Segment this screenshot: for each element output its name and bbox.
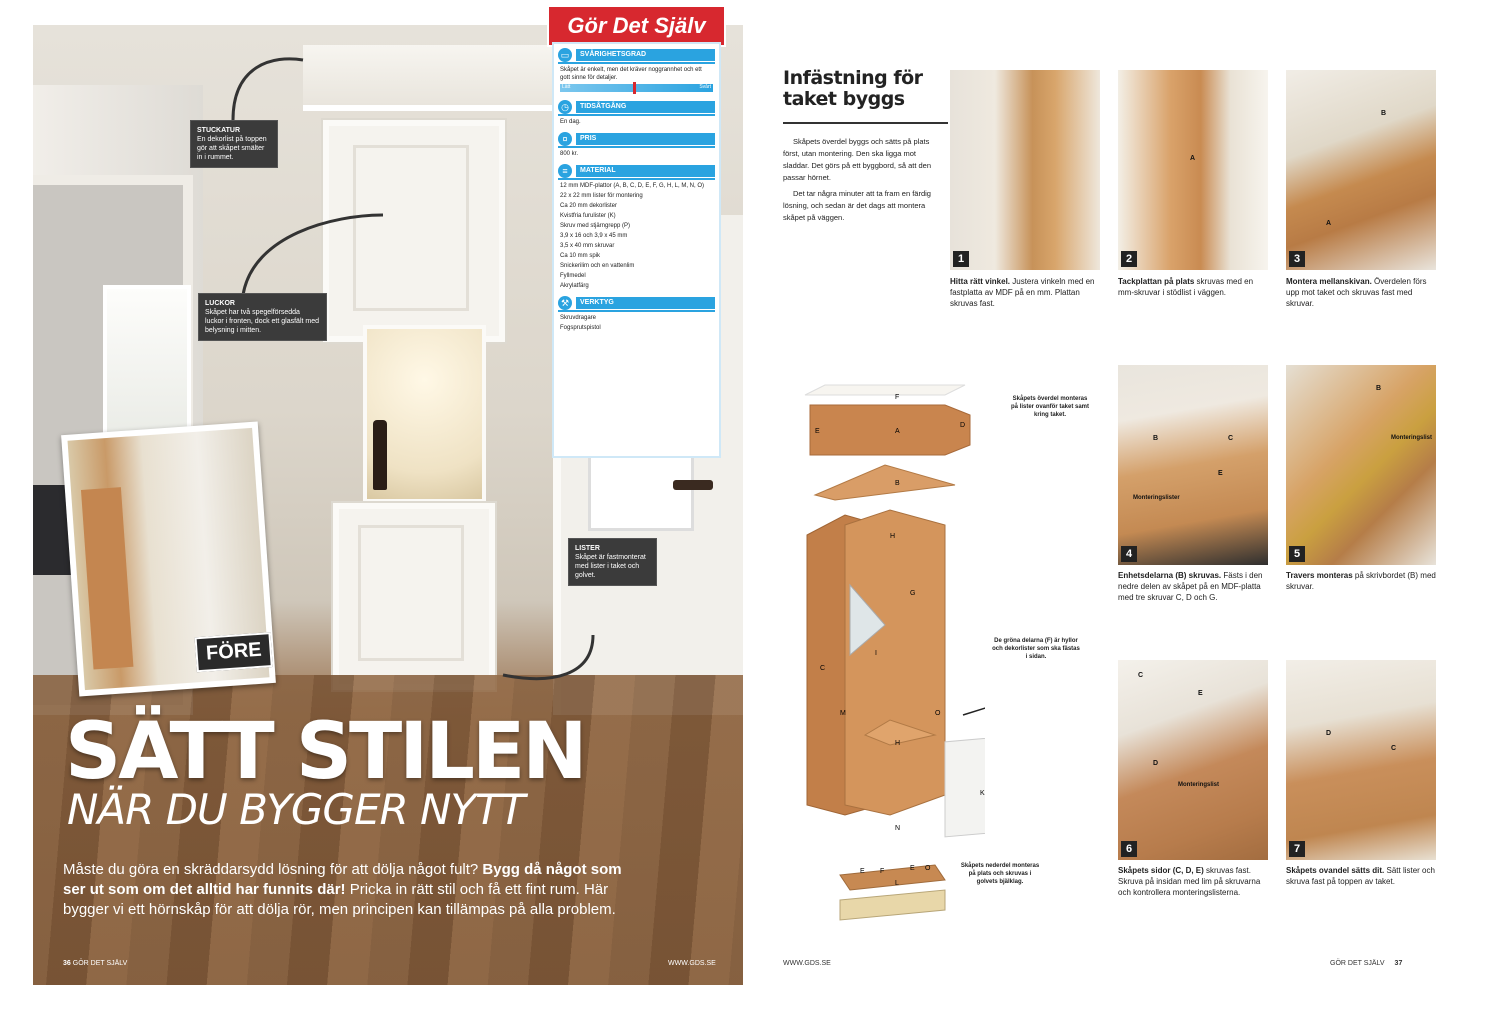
body-paragraph: Det tar några minuter att ta fram en färdig lösning, och sedan är det dags att montera skåpet på väggen. xyxy=(783,189,931,222)
arrow xyxy=(243,215,383,295)
info-title: VERKTYG xyxy=(576,297,715,309)
exploded-diagram xyxy=(795,375,985,930)
intro-bold: Bygg då något som ser ut som om det alltid har funnits där! xyxy=(63,861,622,898)
base-plinth xyxy=(840,890,945,920)
step-number: 5 xyxy=(1289,546,1305,562)
material-item: 22 x 22 mm lister för montering xyxy=(560,193,643,199)
callout-text: Skåpet har två spegelförsedda luckor i fronten, dock ett glasfält med belysning i mitten. xyxy=(205,309,319,334)
photo-label: Monteringslist xyxy=(1178,782,1220,788)
part-label: B xyxy=(1153,435,1159,442)
intro-rest: Pricka in rätt stil och få ett fint rum. Här bygger vi ett hörnskåp för att dölja rör, men principen kan tillämpas på alla problem. xyxy=(63,881,616,918)
part-label: D xyxy=(960,422,966,429)
callout-title: LUCKOR xyxy=(205,300,235,307)
info-section-head xyxy=(558,100,715,116)
body-paragraph: Skåpets överdel byggs och sätts på plats först, utan montering. Den ska ligga mot sladdar. Det görs på ett byggbord, så att den passar hörnet. xyxy=(783,137,932,182)
title-rule xyxy=(783,122,948,124)
part-label: H xyxy=(890,533,896,540)
part-label: B xyxy=(1381,110,1387,117)
material-item: Snickerilim och en vattenlim xyxy=(560,263,635,269)
part-label: N xyxy=(895,825,901,832)
magazine-name: GÖR DET SJÄLV xyxy=(1330,960,1385,967)
info-section-head xyxy=(558,296,715,312)
page-number: 37 xyxy=(1394,960,1403,967)
part-label: B xyxy=(895,480,900,487)
tool-item: Skruvdragare xyxy=(560,315,597,321)
info-text: 800 kr. xyxy=(560,151,579,157)
info-text: En dag. xyxy=(560,119,581,125)
step-bold: Montera mellanskivan. xyxy=(1286,277,1372,286)
step-photo-3 xyxy=(1286,70,1436,270)
part-label: E xyxy=(860,868,865,875)
step-photo-2 xyxy=(1118,70,1268,270)
part-label: O xyxy=(925,865,931,872)
difficulty-bar xyxy=(560,84,713,92)
step-bold: Skåpets ovandel sätts dit. xyxy=(1286,866,1385,875)
brand-tab: Gör Det Själv xyxy=(547,5,726,47)
step-photo-7 xyxy=(1286,660,1436,860)
info-section-head xyxy=(558,48,715,64)
material-item: Skruv med stjärngrepp (P) xyxy=(560,223,631,229)
part-label: E xyxy=(1218,470,1223,477)
material-item: 12 mm MDF-plattor (A, B, C, D, E, F, G, H, L, M, N, O) xyxy=(560,183,705,189)
photo-label: Monteringslist xyxy=(1391,435,1433,441)
ruler-icon: ▭ xyxy=(558,48,572,62)
callout-luckor xyxy=(198,293,327,341)
material-item: Akrylatfärg xyxy=(560,283,589,289)
material-item: 3,5 x 40 mm skruvar xyxy=(560,243,615,249)
part-label: G xyxy=(910,590,916,597)
callout-title: STUCKATUR xyxy=(197,127,241,134)
callout-title: LISTER xyxy=(575,545,600,552)
subheadline: NÄR DU BYGGER NYTT xyxy=(67,785,525,834)
info-title: TIDSÅTGÅNG xyxy=(576,101,715,113)
step-number: 3 xyxy=(1289,251,1305,267)
step-number: 2 xyxy=(1121,251,1137,267)
part-label: L xyxy=(895,880,899,887)
step-photo-6 xyxy=(1118,660,1268,860)
step-caption-3 xyxy=(1286,276,1436,309)
part-label: C xyxy=(1391,745,1397,752)
part-label: E xyxy=(815,428,820,435)
magazine-name: GÖR DET SJÄLV xyxy=(72,960,128,967)
step-number: 4 xyxy=(1121,546,1137,562)
step-text: Justera vinkeln med en fastplatta av MDF på en mm. Plattan skruvas fast. xyxy=(950,277,1095,308)
page-number: 36 xyxy=(63,960,71,967)
part-label: A xyxy=(1326,220,1332,227)
part-label: A xyxy=(1190,155,1196,162)
material-item: Ca 20 mm dekorlister xyxy=(560,203,618,209)
step-caption-6 xyxy=(1118,865,1268,898)
material-item: Fyllmedel xyxy=(560,273,586,279)
info-section-head xyxy=(558,164,715,180)
step-text: på skrivbordet (B) med skruvar. xyxy=(1286,571,1436,591)
mirror-door xyxy=(945,735,985,837)
part-label: E xyxy=(1198,690,1203,697)
step-number: 1 xyxy=(953,251,969,267)
info-title: PRIS xyxy=(576,133,715,145)
callout-stuckatur xyxy=(190,120,278,168)
step-bold: Skåpets sidor (C, D, E) xyxy=(1118,866,1204,875)
step-bold: Travers monteras xyxy=(1286,571,1353,580)
difficulty-marker xyxy=(633,82,636,94)
part-label: F xyxy=(880,868,885,875)
right-page-title: Infästning för taket byggs xyxy=(783,67,923,110)
part-label: F xyxy=(895,394,900,401)
step-number: 6 xyxy=(1121,841,1137,857)
callout-lister xyxy=(568,538,657,586)
step-caption-7 xyxy=(1286,865,1436,887)
part-label: D xyxy=(1326,730,1332,737)
material-item: Ca 10 mm spik xyxy=(560,253,601,259)
before-photo xyxy=(61,421,276,696)
wrench-icon: ⚒ xyxy=(558,296,572,310)
step-text: Fästs i den nedre delen av skåpet på en MDF-platta med tre skruvar C, D och G. xyxy=(1118,571,1263,602)
bar-label: Svårt xyxy=(699,84,711,90)
step-caption-1 xyxy=(950,276,1100,309)
photo-label: Monteringslister xyxy=(1133,495,1180,501)
step-caption-5 xyxy=(1286,570,1436,592)
part-label: I xyxy=(875,650,877,657)
list-icon: ≡ xyxy=(558,164,572,178)
right-page-body xyxy=(783,136,943,228)
part-label: O xyxy=(935,710,941,717)
material-item: Kvistfria furulister (K) xyxy=(560,213,616,219)
step-photo-1 xyxy=(950,70,1100,270)
crown-piece xyxy=(805,385,965,395)
info-title: SVÅRIGHETSGRAD xyxy=(576,49,715,61)
tool-item: Fogsprutspistol xyxy=(560,325,601,331)
step-bold: Enhetsdelarna (B) skruvas. xyxy=(1118,571,1222,580)
shelf-top xyxy=(815,465,955,500)
info-box xyxy=(552,42,721,458)
intro-plain: Måste du göra en skräddarsydd lösning för att dölja något fult? xyxy=(63,861,483,878)
step-photo-5 xyxy=(1286,365,1436,565)
step-photo-4 xyxy=(1118,365,1268,565)
info-section-head xyxy=(558,132,715,148)
diagram-note: De gröna delarna (F) är hyllor och dekorlister som ska fästas i sidan. xyxy=(992,638,1080,660)
intro-text xyxy=(63,860,633,920)
headline: SÄTT STILEN xyxy=(65,707,585,797)
part-label: A xyxy=(895,428,900,435)
step-number: 7 xyxy=(1289,841,1305,857)
footer-right xyxy=(1330,960,1402,967)
part-label: B xyxy=(1376,385,1382,392)
cabinet-body xyxy=(845,510,945,815)
mdf-board xyxy=(81,487,133,669)
step-text: Sätt lister och skruva fast på toppen av taket. xyxy=(1286,866,1435,886)
step-caption-4 xyxy=(1118,570,1268,603)
part-label: C xyxy=(820,665,826,672)
step-bold: Hitta rätt vinkel. xyxy=(950,277,1011,286)
bar-label: Lätt xyxy=(562,84,571,90)
part-label: D xyxy=(1153,760,1159,767)
part-label: M xyxy=(840,710,846,717)
step-bold: Tackplattan på plats xyxy=(1118,277,1195,286)
info-text: Skåpet är enkelt, men det kräver noggrannhet och ett gott sinne för detaljer. xyxy=(560,67,702,81)
part-label: C xyxy=(1138,672,1144,679)
material-item: 3,9 x 16 och 3,9 x 45 mm xyxy=(560,233,628,239)
coins-icon: ¤ xyxy=(558,132,572,146)
clock-icon: ◷ xyxy=(558,100,572,114)
part-label: K xyxy=(980,790,985,797)
footer-left xyxy=(63,960,127,967)
callout-text: En dekorlist på toppen gör att skåpet smälter in i rummet. xyxy=(197,136,267,161)
step-caption-2 xyxy=(1118,276,1268,298)
info-title: MATERIAL xyxy=(576,165,715,177)
before-tag: FÖRE xyxy=(195,632,273,672)
step-text: Överdelen förs upp mot taket och skruvas fast med skruvar. xyxy=(1286,277,1427,308)
part-label: H xyxy=(895,740,901,747)
diagram-note: Skåpets överdel monteras på lister ovanför taket samt kring taket. xyxy=(1010,396,1090,418)
diagram-arrow xyxy=(963,705,985,715)
diagram-note: Skåpets nederdel monteras på plats och skruvas i golvets bjälklag. xyxy=(960,863,1040,885)
step-text: skruvas fast. Skruva på insidan med lim på skruvarna och kontrollera monteringslisterna. xyxy=(1118,866,1261,897)
top-box xyxy=(810,405,970,455)
arrow xyxy=(233,59,303,120)
step-text: skruvas med en mm-skruvar i stödlist i väggen. xyxy=(1118,277,1254,297)
part-label: C xyxy=(1228,435,1234,442)
part-label: E xyxy=(910,865,915,872)
footer-url: WWW.GDS.SE xyxy=(668,960,716,967)
footer-url: WWW.GDS.SE xyxy=(783,960,831,967)
callout-text: Skåpet är fastmonterat med lister i taket och golvet. xyxy=(575,554,646,579)
arrow xyxy=(503,635,593,679)
